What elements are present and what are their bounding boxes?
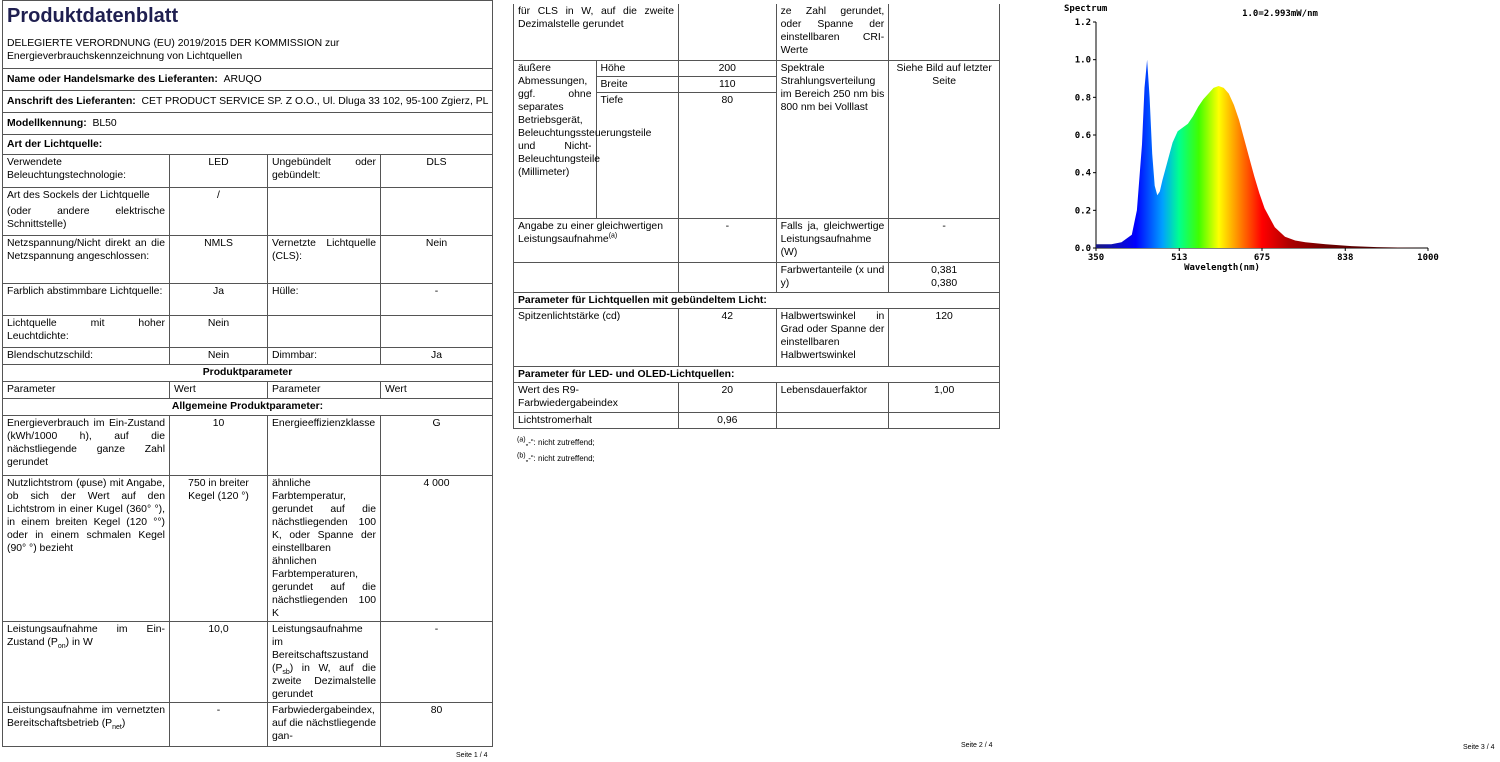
cell-equiv-label [514,218,679,262]
pnet-text-a: Leistungsaufnahme im vernetzten Bereitschaftsbetrieb (P [7,705,165,729]
footnote-b [517,453,595,464]
cell-pon-label [3,622,170,703]
cell-cls-value: Nein [381,236,493,284]
cell-cri-value: 80 [381,703,493,747]
cell-life-label: Lebensdauerfaktor [776,382,889,412]
cell-equiv2-value: - [889,218,1000,262]
footnote-a-text: „-“: nicht zutreffend; [525,438,595,447]
cell-empty [679,4,777,60]
cell-chroma-label: Farbwertanteile (x und y) [776,262,889,292]
cell-directional-value: DLS [381,155,493,188]
x-tick-label: 838 [1337,253,1354,263]
cell-maint-value: 0,96 [679,412,777,428]
cell-r9-label: Wert des R9-Farbwiedergabeindex [514,382,679,412]
psb-sub: sb [282,669,290,677]
datasheet-page-1 [0,0,500,762]
cell-pnet-value: - [170,703,268,747]
model-row [3,113,493,135]
y-tick-label: 0.8 [1074,93,1091,104]
cell-mains-value: NMLS [170,236,268,284]
cell-dims-label: äußere Abmessungen, ggf. ohne separates Betriebsgerät, Beleuchtungssteuerungsteile und Nicht-Beleuchtungsteile (Millimeter) [514,60,597,218]
cell-mains-label: Netzspannung/Nicht direkt an die Netzspannung angeschlossen: [3,236,170,284]
cell-height-label: Höhe [596,60,679,76]
supplier-address-value: CET PRODUCT SERVICE SP. Z O.O., Ul. Dluga 33 102, 95-100 Zgierz, PL [141,96,489,107]
model-value: BL50 [92,118,117,129]
pon-sub: on [57,643,66,651]
x-tick-label: 675 [1253,253,1271,263]
cell-empty [268,316,381,348]
cell-equiv2-label: Falls ja, gleichwertige Leistungsaufnahme (W) [776,218,889,262]
cell-energy-value: 10 [170,416,268,476]
page-number: Seite 1 / 4 [456,752,488,759]
cell-cls-cont: für CLS in W, auf die zweite Dezimalstelle gerundet [514,4,679,60]
page-title: Produktdatenblatt [3,1,493,31]
cell-cri-label: Farbwiedergabeindex, auf die nächstliegende gan- [268,703,381,747]
supplier-name-label: Name oder Handelsmarke des Lieferanten: [7,74,218,85]
cell-dimmable-value: Ja [381,348,493,365]
cell-cct-value: 4 000 [381,476,493,622]
cell-depth-label: Tiefe [596,92,679,218]
y-tick-label: 0.2 [1074,206,1091,217]
footnote-b-sup: (b) [517,452,526,460]
cell-cap-label [3,188,170,236]
led-params-heading: Parameter für LED- und OLED-Lichtquellen: [514,366,1000,382]
cell-cap-label-line2: (oder andere elektrische Schnittstelle) [7,206,165,230]
cell-class-value: G [381,416,493,476]
page-number: Seite 2 / 4 [961,742,993,749]
general-params-heading: Allgemeine Produktparameter: [3,399,493,416]
cell-equiv-value: - [679,218,777,262]
cell-empty [268,188,381,236]
x-tick-label: 350 [1087,253,1105,263]
model-label: Modellkennung: [7,118,87,129]
cell-peak-value: 42 [679,308,777,366]
equiv-sup: (a) [608,232,618,240]
header-parameter: Parameter [3,382,170,399]
y-tick-label: 0.0 [1074,244,1091,254]
cell-empty [679,262,777,292]
x-axis-label: Wavelength(nm) [1184,263,1260,273]
cell-antiglare-value: Nein [170,348,268,365]
cell-directional-label: Ungebündelt oder gebündelt: [268,155,381,188]
supplier-address-label: Anschrift des Lieferanten: [7,96,136,107]
cell-empty [889,4,1000,60]
cell-cap-label-line1: Art des Sockels der Lichtquelle [7,190,150,201]
x-tick-label: 1000 [1417,253,1439,263]
datasheet-table-2 [513,4,1000,429]
cell-envelope-label: Hülle: [268,284,381,316]
cell-empty [514,262,679,292]
psb-text-b: ) in W, auf die zweite Dezimalstelle gerundet [272,663,376,700]
equiv-text: Angabe zu einer gleichwertigen Leistungsaufnahme [518,220,663,245]
cell-tunable-label: Farblich abstimmbare Lichtquelle: [3,284,170,316]
cell-spectral-label: Spektrale Strahlungsverteilung im Bereich 250 nm bis 800 nm bei Volllast [776,60,889,218]
cell-cap-value: / [170,188,268,236]
supplier-name-row [3,69,493,91]
y-tick-label: 0.4 [1074,168,1091,179]
cell-flux-label: Nutzlichtstrom (φuse) mit Angabe, ob sich der Wert auf den Lichtstrom in einer Kugel (360° °), in einem breiten Kegel (120 °°) oder in einem schmalen Kegel (90° °) bezieht [3,476,170,622]
cell-flux-value: 750 in breiter Kegel (120 °) [170,476,268,622]
spectrum-area [1096,60,1428,248]
cell-hl-value: Nein [170,316,268,348]
datasheet-page-2 [505,0,1005,762]
cell-spectral-value: Siehe Bild auf letzter Seite [889,60,1000,218]
psb-text-a: Leistungsaufnahme im Bereitschaftszustand (P [272,624,369,674]
cell-depth-value: 80 [679,92,777,218]
light-type-heading: Art der Lichtquelle: [3,135,493,155]
cell-technology-value: LED [170,155,268,188]
cell-tunable-value: Ja [170,284,268,316]
x-tick-label: 513 [1171,253,1188,263]
chroma-y: 0,380 [931,277,958,289]
cell-psb-value: - [381,622,493,703]
cell-beam-value: 120 [889,308,1000,366]
supplier-address-row [3,91,493,113]
y-tick-label: 1.0 [1074,55,1091,66]
y-tick-label: 0.6 [1074,131,1091,141]
cell-dimmable-label: Dimmbar: [268,348,381,365]
cell-empty [381,316,493,348]
cell-pon-value: 10,0 [170,622,268,703]
pon-text-a: Leistungsaufnahme im Ein-Zustand (P [7,624,165,648]
cell-peak-label: Spitzenlichtstärke (cd) [514,308,679,366]
supplier-name-value: ARUQO [223,74,262,85]
chart-annotation: 1.0=2.993mW/nm [1242,9,1318,19]
pnet-sub: net [112,724,122,732]
chart-title: Spectrum [1064,4,1108,14]
footnote-a-sup: (a) [517,436,526,444]
product-params-heading: Produktparameter [3,365,493,382]
cell-class-label: Energieeffizienzklasse [268,416,381,476]
cell-life-value: 1,00 [889,382,1000,412]
cell-pnet-label [3,703,170,747]
cell-antiglare-label: Blendschutzschild: [3,348,170,365]
chroma-x: 0,381 [931,264,958,276]
header-value: Wert [381,382,493,399]
header-parameter: Parameter [268,382,381,399]
cell-chroma-value [889,262,1000,292]
cell-technology-label: Verwendete Beleuchtungstechnologie: [3,155,170,188]
cell-envelope-value: - [381,284,493,316]
cell-empty [889,412,1000,428]
cell-empty [776,412,889,428]
cell-height-value: 200 [679,60,777,76]
cell-beam-label: Halbwertswinkel in Grad oder Spanne der einstellbaren Halbwertswinkel [776,308,889,366]
datasheet-table-1 [2,0,493,747]
cell-cri-cont: ze Zahl gerundet, oder Spanne der einstellbaren CRI-Werte [776,4,889,60]
cell-empty [381,188,493,236]
cell-maint-label: Lichtstromerhalt [514,412,679,428]
cell-r9-value: 20 [679,382,777,412]
cell-psb-label [268,622,381,703]
footnote-a [517,437,595,448]
header-value: Wert [170,382,268,399]
y-tick-label: 1.2 [1074,18,1091,28]
cell-energy-label: Energieverbrauch im Ein-Zustand (kWh/1000 h), auf die nächstliegende ganze Zahl gerundet [3,416,170,476]
datasheet-page-3 [1010,0,1500,762]
pon-text-b: ) in W [65,637,93,648]
spectrum-chart [1058,0,1438,290]
directional-heading: Parameter für Lichtquellen mit gebündeltem Licht: [514,292,1000,308]
cell-cls-label: Vernetzte Lichtquelle (CLS): [268,236,381,284]
page-number: Seite 3 / 4 [1463,744,1495,751]
pnet-text-b: ) [121,718,126,729]
cell-width-label: Breite [596,76,679,92]
regulation-text: DELEGIERTE VERORDNUNG (EU) 2019/2015 DER KOMMISSION zur Energieverbrauchskennzeichnung von Lichtquellen [3,31,493,69]
cell-cct-label: ähnliche Farbtemperatur, gerundet auf die nächstliegenden 100 K, oder Spanne der einstellbaren ähnlichen Farbtemperaturen, gerundet auf die nächstliegenden 100 K [268,476,381,622]
footnote-b-text: „-“: nicht zutreffend; [525,454,595,463]
cell-width-value: 110 [679,76,777,92]
cell-hl-label: Lichtquelle mit hoher Leuchtdichte: [3,316,170,348]
